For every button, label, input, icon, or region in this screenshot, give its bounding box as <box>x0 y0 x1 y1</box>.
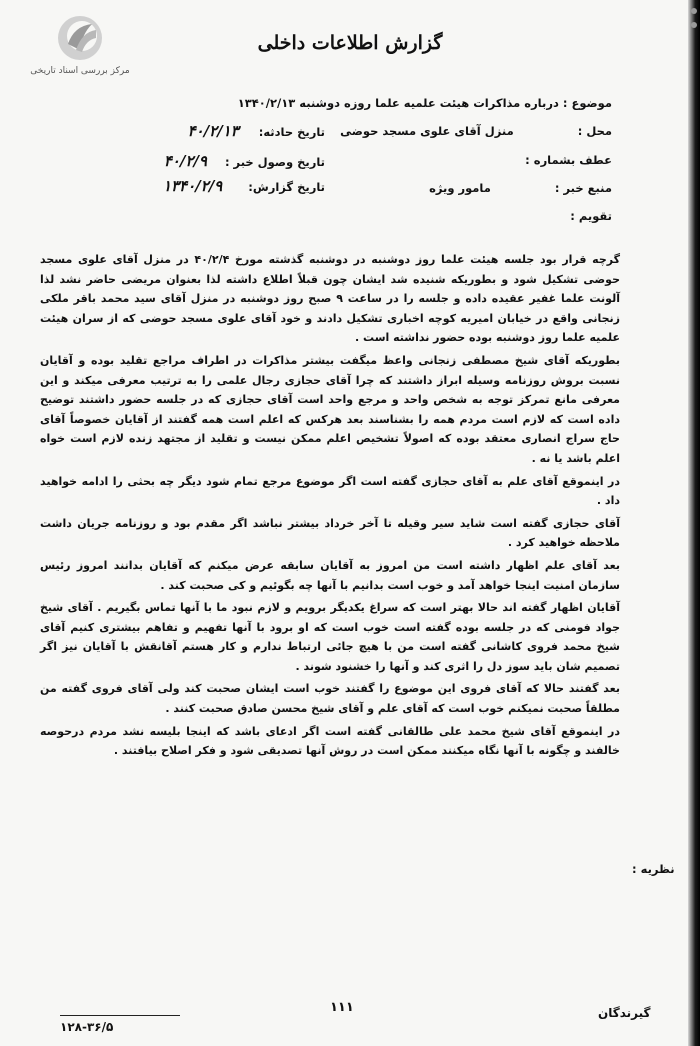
paragraph-3: در اینموقع آقای علم به آقای حجازی گفته است اگر موضوع مرجع تمام شود دیگر چه بحثی را ادامه خواهید داد . <box>40 474 620 508</box>
event-date-row <box>187 123 325 140</box>
reference-label: عطف بشماره : <box>525 153 612 167</box>
document-code: ۱۲۸-۳۶/۵ <box>60 1020 114 1034</box>
place-row <box>340 123 612 139</box>
punch-hole <box>691 22 697 28</box>
receipt-date-label: تاریخ وصول خبر : <box>224 155 325 169</box>
report-date-value: ۱۳۴۰/۲/۹ <box>162 177 223 195</box>
archive-logo <box>22 14 138 80</box>
paragraph-7: بعد گفتند حالا که آقای فروی این موضوع را گفتند خوب است ایشان صحبت کند ولی آقای فروی گفته من مطلقاً صحبت نمیکنم خوب است که آقای علم و آقای شیخ محسن صادق صحبت کنند . <box>40 682 620 716</box>
archive-emblem-icon <box>52 14 108 66</box>
paragraph-1: گرچه قرار بود جلسه هیئت علما روز دوشنبه در دوشنبه گذشته مورخ ۴۰/۲/۴ در منزل آقای علوی مسجد حوضی تشکیل شود و بطوریکه شنیده شد ایشان چون قبلاً اطلاع داشته لذا بعنوان مریضی حاضر نشد لذا آلونت علما غفیر عقیده داده و جلسه را در ساعت ۹ صبح روز دوشنبه در منزل آقای سید محمد باقر ملکی زنجانی واقع در خیابان امیریه کوچه اخباری تشکیل دادند و خود آقای علوی مسجد حوضی که از سران هیئت علمیه علما روز دوشنبه بوده حضور نداشته است . <box>40 253 620 345</box>
reference-row <box>525 152 612 168</box>
place-label: محل : <box>577 124 612 138</box>
archive-caption: مرکز بررسی اسناد تاریخی <box>30 66 130 76</box>
report-date-row <box>163 178 325 195</box>
subject-value: درباره مذاکرات هیئت علمیه علما روزه دوشنبه ۱۳۴۰/۲/۱۳ <box>237 96 559 110</box>
footer-rule <box>60 1015 180 1016</box>
event-date-value: ۴۰/۲/۱۳ <box>187 122 239 140</box>
paragraph-4: آقای حجازی گفته است شاید سیر وقیله تا آخر خرداد بیشتر نباشد اگر مقدم بود و روزنامه جریان داشت ملاحظه خواهید کرد . <box>40 516 620 550</box>
subject-row <box>238 95 612 111</box>
scan-edge-strip <box>688 0 700 1046</box>
recipients-label: گیرندگان <box>598 1006 651 1020</box>
document-title: گزارش اطلاعات داخلی <box>257 32 443 54</box>
report-body <box>40 250 620 761</box>
receipt-date-value: ۴۰/۲/۹ <box>163 152 207 170</box>
opinion-label: نظریه : <box>632 862 675 876</box>
paragraph-8: در اینموقع آقای شیخ محمد علی طالقانی گفته است اگر ادعای باشد که اینجا بلیسه نشد مردم درحوصه خالفند و چگونه با آنها نگاه میکنند ممکن است در روش آنها تصدیقی شود و فکر اصلاح بیافتند . <box>40 724 620 758</box>
report-date-label: تاریخ گزارش: <box>248 180 325 194</box>
receipt-date-row <box>164 153 325 170</box>
source-value: مامور ویژه <box>429 181 491 195</box>
punch-hole <box>691 8 697 14</box>
subject-label: موضوع : <box>562 96 612 110</box>
assessment-label: تقویم : <box>570 209 612 223</box>
place-value: منزل آقای علوی مسجد حوضی <box>340 124 514 138</box>
assessment-row <box>570 208 612 224</box>
document-mark: ۱۱۱ <box>330 1000 354 1015</box>
paragraph-2: بطوریکه آقای شیخ مصطفی زنجانی واعظ میگفت بیشتر مذاکرات در اطراف مراجع تقلید بوده و آقایان نسبت بروش روزنامه وسیله ابراز داشتند که چرا آقای حجازی رجال علمی را به ترتیب معرفی میکند و این معرفی مانع تمرکز توجه به شخص واحد و مرجع واحد است آقای حجازی که در جلسه حضور داشتند توضیح داده است که لازم است مردم همه را بشناسند بعد هرکس که اعلم است همه گفتند از آقایان خصوصاً آقای حاج سراج انصاری معتقد بوده که اصولاً تشخیص اعلم ممکن نیست و تقلید از مجتهد زنده لازم است خواه اعلم باشد یا نه . <box>40 353 620 465</box>
paragraph-6: آقایان اظهار گفته اند حالا بهتر است که سراغ یکدیگر برویم و لازم نبود ما با آنها تماس بگیریم . آقای شیخ جواد فومنی که در جلسه بوده گفته است خوب است که او برود با آنها تفهیم و تفاهم بیشتری کنیم آقای شیخ محمد فروی کاشانی گفته است من با هیچ جائی ارتباط ندارم و کار هستم آقانقش با آقایان نیز اگر تصمیم شان باید سوز دل را اثری کند و آنها را خشنود شوند . <box>40 601 620 673</box>
paragraph-5: بعد آقای علم اظهار داشته است من امروز به آقایان سابقه عرض میکنم که آقایان بدانند امروز رئیس سازمان امنیت اینجا خواهد آمد و خوب است بدانیم با آنها چه بگوئیم و کی صحبت کند . <box>40 558 620 592</box>
source-row <box>429 180 612 196</box>
event-date-label: تاریخ حادثه: <box>258 125 325 139</box>
source-label: منبع خبر : <box>554 181 612 195</box>
